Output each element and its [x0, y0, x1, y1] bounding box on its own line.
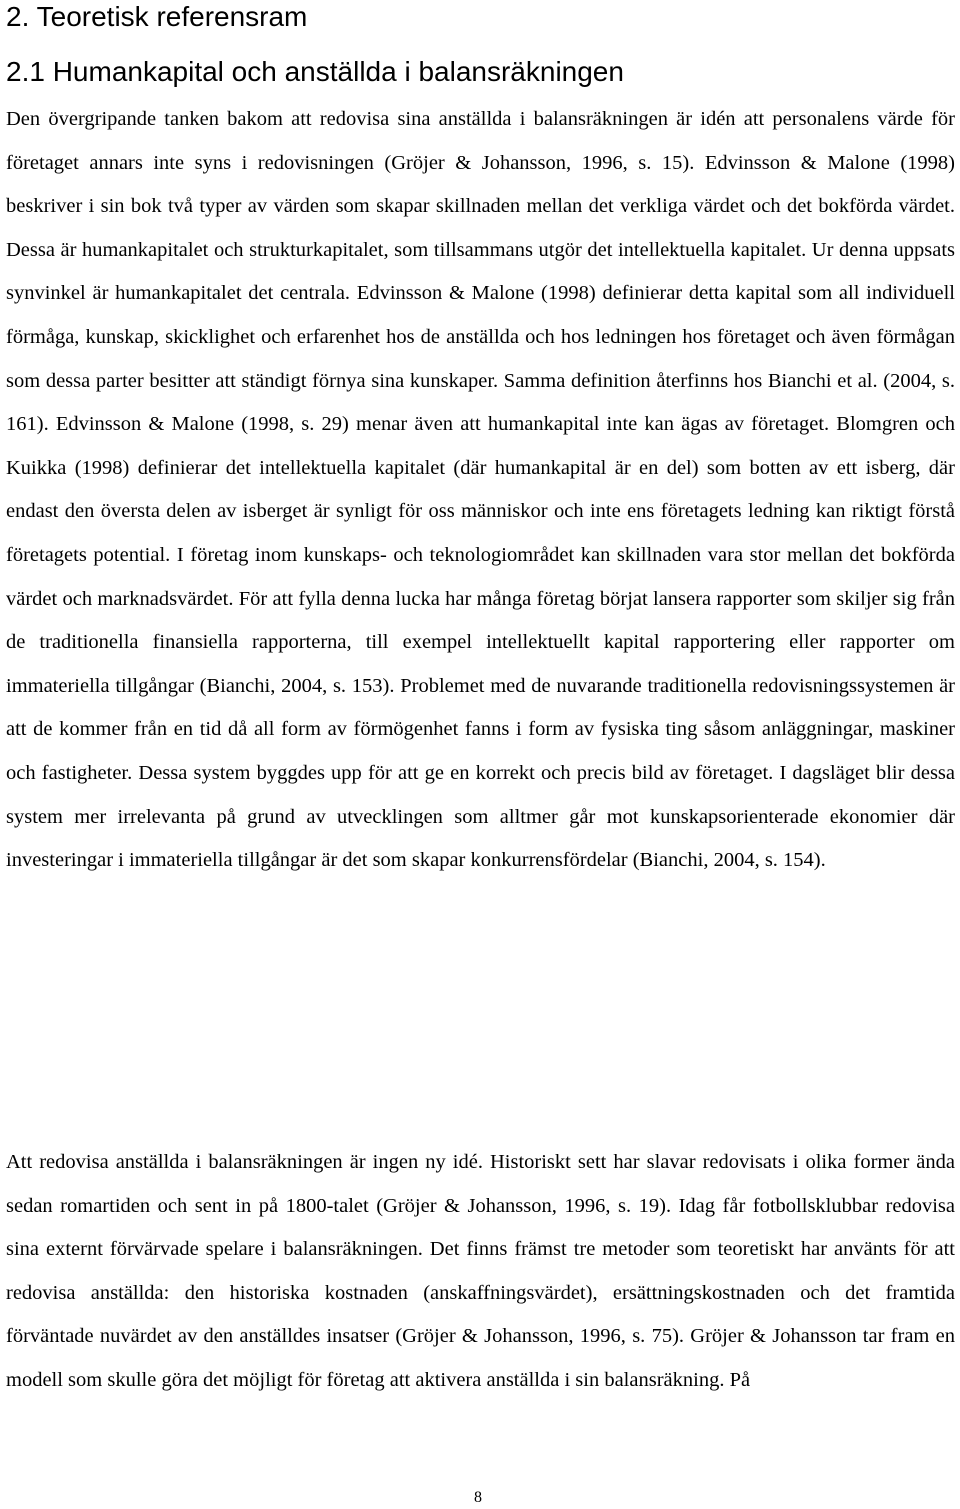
chapter-heading: 2. Teoretisk referensram	[6, 1, 308, 32]
body-paragraph: Den övergripande tanken bakom att redovisa sina anställda i balansräkningen är idén att personalens värde för företaget annars inte syns i redovisningen (Gröjer & Johansson, 1996, s. 15). Edvinsson & Malone (1998) beskriver i sin bok två typer av värden som skapar skillnaden mellan det verkliga värdet och det bokförda värdet. Dessa är humankapitalet och strukturkapitalet, som tillsammans utgör det intellektuella kapitalet. Ur denna uppsats synvinkel är humankapitalet det centrala. Edvinsson & Malone (1998) definierar detta kapital som all individuell förmåga, kunskap, skicklighet och erfarenhet hos de anställda och hos ledningen hos företaget och även förmågan som dessa parter besitter att ständigt förnya sina kunskaper. Samma definition återfinns hos Bianchi et al. (2004, s. 161). Edvinsson & Malone (1998, s. 29) menar även att humankapital inte kan ägas av företaget. Blomgren och Kuikka (1998) definierar det intellektuella kapitalet (där humankapital är en del) som botten av ett isberg, där endast den översta delen av isberget är synligt för oss människor och inte ens företagets ledning kan riktigt förstå företagets potential. I företag inom kunskaps- och teknologiområdet kan skillnaden vara stor mellan det bokförda värdet och marknadsvärdet. För att fylla denna lucka har många företag börjat lansera rapporter som skiljer sig från de traditionella finansiella rapporterna, till exempel intellektuellt kapital rapportering eller rapporter om immateriella tillgångar (Bianchi, 2004, s. 153). Problemet med de nuvarande traditionella redovisningssystemen är att de kommer från en tid då all form av förmögenhet fanns i form av fysiska ting såsom anläggningar, maskiner och fastigheter. Dessa system byggdes upp för att ge en korrekt och precis bild av företaget. I dagsläget blir dessa system mer irrelevanta på grund av utvecklingen som alltmer går mot kunskapsorienterade ekonomier där investeringar i immateriella tillgångar är det som skapar konkurrensfördelar (Bianchi, 2004, s. 154).	[6, 108, 955, 872]
page-number: 8	[474, 1489, 482, 1506]
body-paragraph: Att redovisa anställda i balansräkningen är ingen ny idé. Historiskt sett har slavar redovisats i olika former ända sedan romartiden och sent in på 1800-talet (Gröjer & Johansson, 1996, s. 19). Idag får fotbollsklubbar redovisa sina externt förvärvade spelare i balansräkningen. Det finns främst tre metoder som teoretiskt har använts för att redovisa anställda: den historiska kostnaden (anskaffningsvärdet), ersättningskostnaden och det framtida förväntade nuvärdet av den anställdes insatser (Gröjer & Johansson, 1996, s. 75). Gröjer & Johansson tar fram en modell som skulle göra det möjligt för företag att aktivera anställda i sin balansräkning. På	[6, 1151, 955, 1391]
section-heading: 2.1 Humankapital och anställda i balansräkningen	[6, 56, 624, 87]
